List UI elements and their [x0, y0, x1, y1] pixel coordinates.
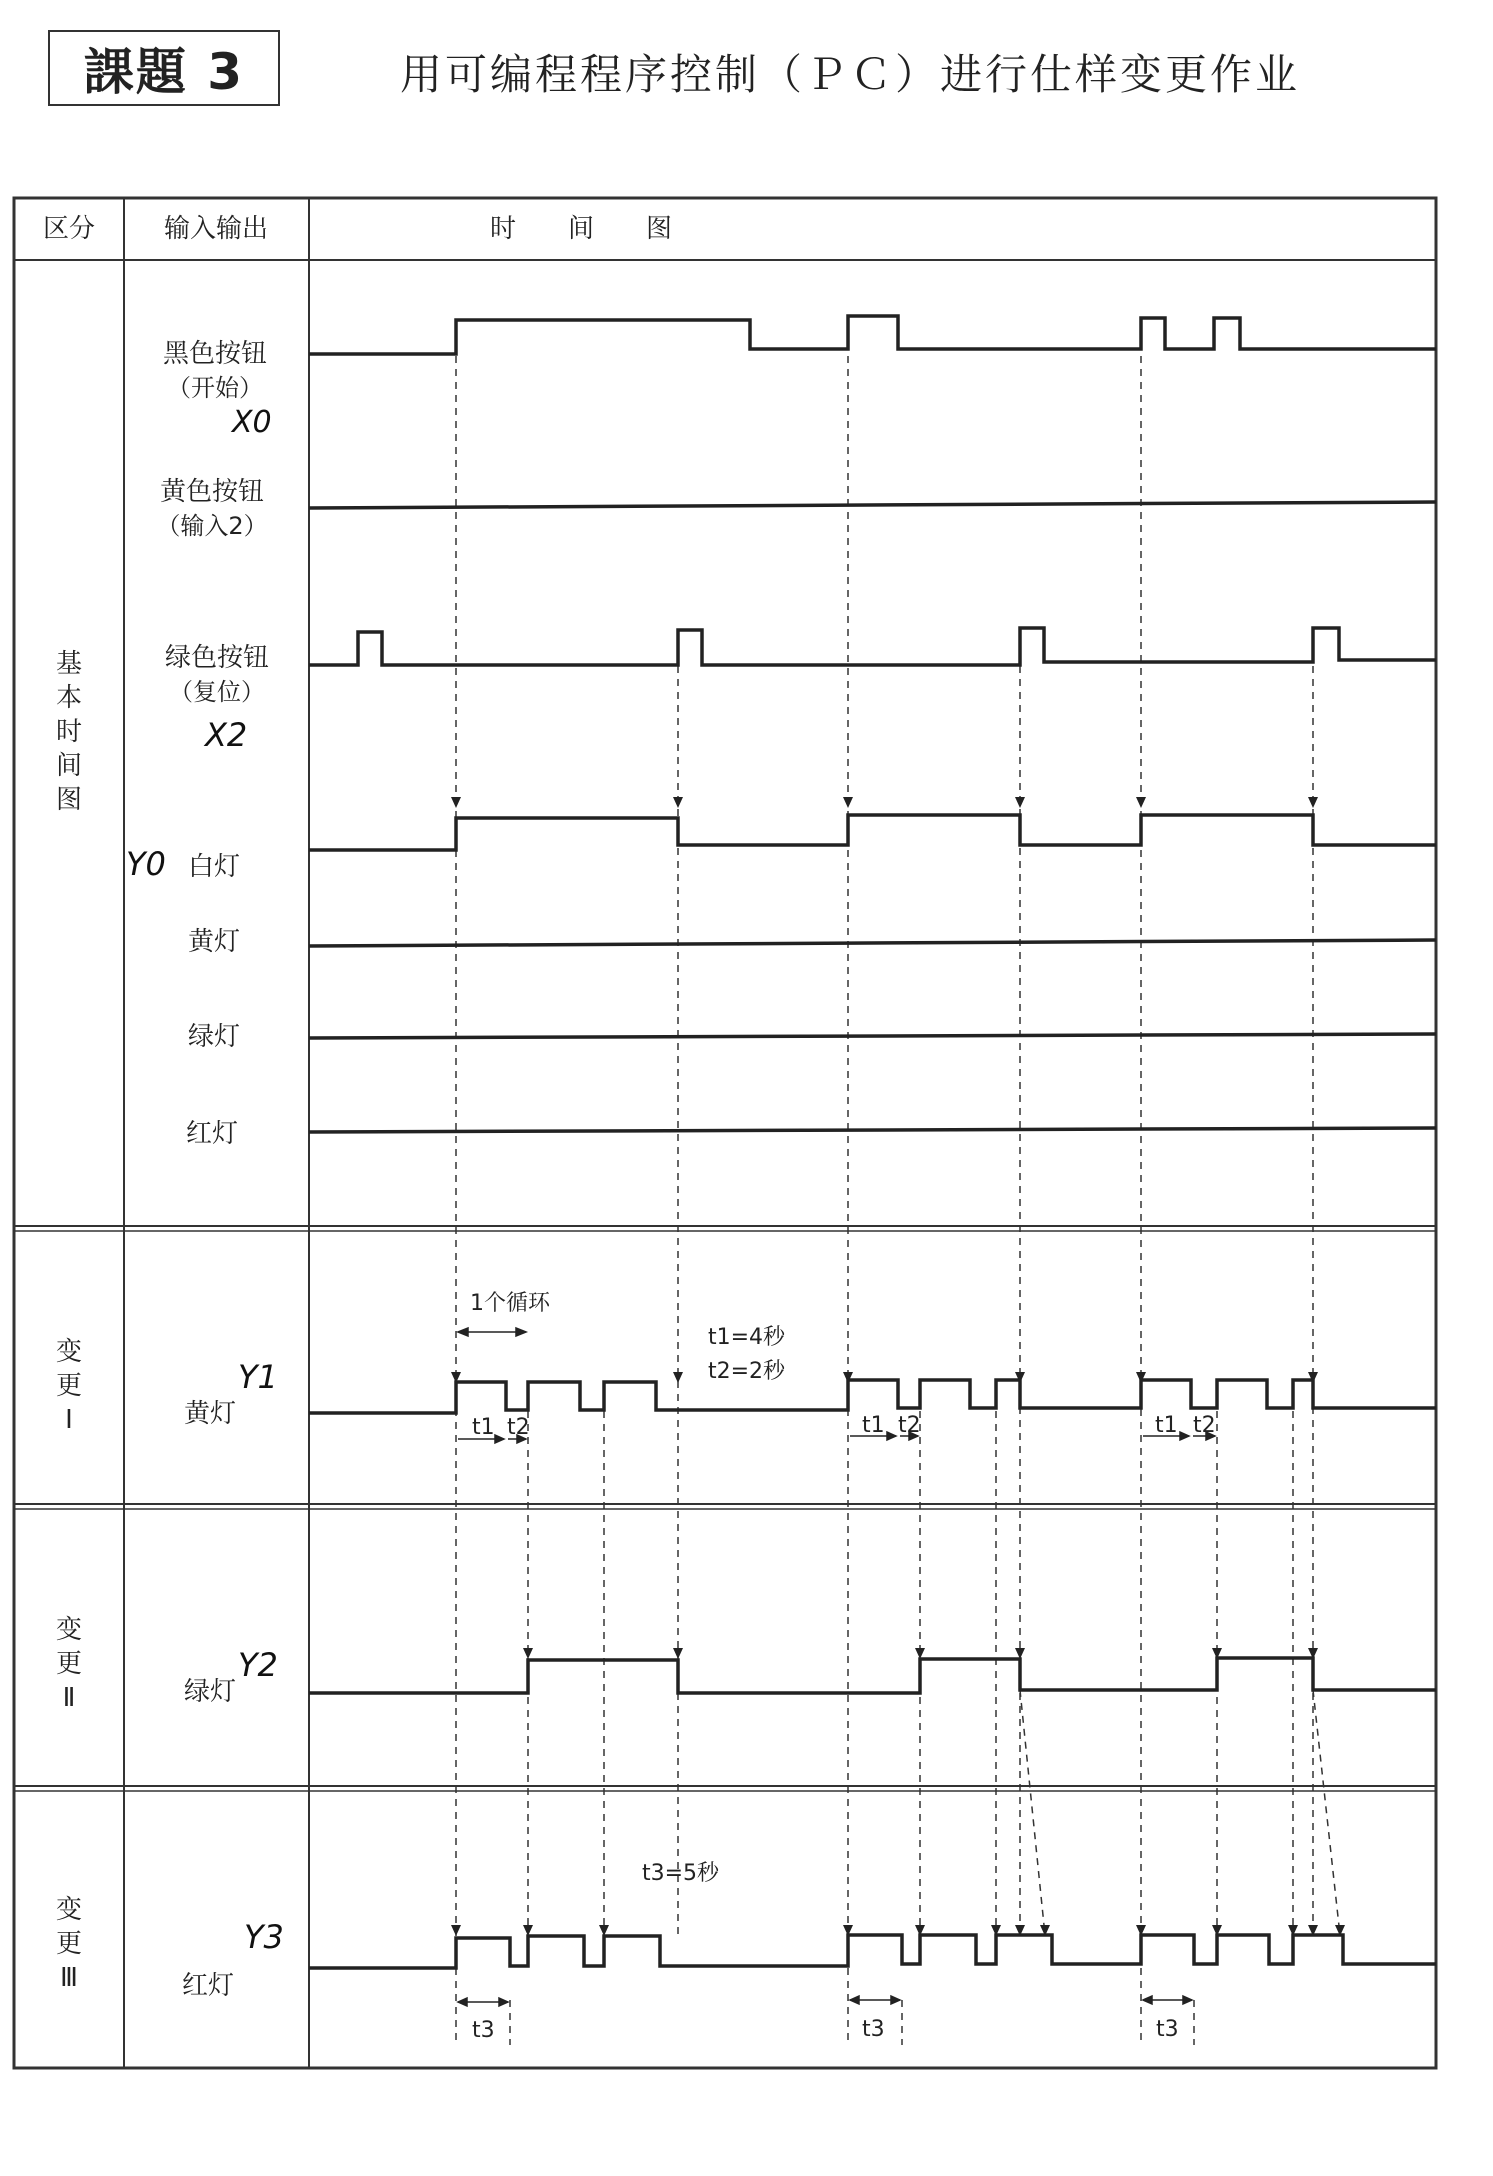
- label-c2-green-lamp: 绿灯: [183, 1677, 237, 1707]
- svg-text:Ⅲ: Ⅲ: [60, 1963, 78, 1993]
- label-t3-definition: t3=5秒: [642, 1861, 720, 1886]
- svg-text:Ⅱ: Ⅱ: [62, 1683, 76, 1713]
- label-yellow-lamp: 黄灯: [187, 927, 241, 957]
- tag-y0: Y0: [126, 845, 166, 883]
- label-t2-definition: t2=2秒: [708, 1359, 786, 1384]
- svg-text:间: 间: [55, 751, 83, 781]
- task-number-label: 課題 3: [83, 43, 245, 101]
- svg-text:更: 更: [55, 1929, 83, 1959]
- header-category: 区分: [42, 214, 96, 244]
- header-io: 输入输出: [163, 214, 269, 244]
- page-title: 用可编程程序控制（ＰＣ）进行仕样变更作业: [400, 50, 1301, 99]
- io-labels: [126, 339, 284, 2001]
- label-t2-c: t2: [1193, 1413, 1216, 1438]
- label-black-button: 黑色按钮: [162, 339, 268, 369]
- label-yellow-button: 黄色按钮: [159, 477, 265, 507]
- section-basic-label: [56, 649, 82, 815]
- svg-text:基: 基: [55, 649, 83, 679]
- label-t3-a: t3: [472, 2018, 495, 2043]
- svg-text:图: 图: [55, 785, 83, 815]
- dashed-guides: [456, 330, 1340, 2045]
- wave-red-lamp: [309, 1128, 1436, 1132]
- svg-text:变: 变: [55, 1895, 83, 1925]
- svg-text:变: 变: [55, 1615, 83, 1645]
- wave-black-button: [309, 316, 1436, 354]
- label-t1-a: t1: [472, 1415, 495, 1440]
- wave-yellow-button: [309, 502, 1436, 508]
- label-green-lamp: 绿灯: [187, 1022, 241, 1052]
- svg-text:时: 时: [55, 717, 83, 747]
- wave-c3-red-lamp: [309, 1935, 1436, 1968]
- label-t3-b: t3: [862, 2017, 885, 2042]
- wave-green-button: [309, 628, 1436, 665]
- section-change3-label: [56, 1895, 82, 1993]
- wave-white-lamp: [309, 815, 1436, 850]
- section-change1-label: [56, 1337, 82, 1435]
- label-green-button-sub: （复位）: [169, 678, 265, 706]
- label-yellow-button-sub: （输入2）: [156, 512, 268, 540]
- svg-text:变: 变: [55, 1337, 83, 1367]
- wave-c2-green-lamp: [309, 1658, 1436, 1693]
- label-c3-red-lamp: 红灯: [181, 1971, 235, 2001]
- svg-text:本: 本: [55, 683, 83, 713]
- section-change2-label: [56, 1615, 82, 1713]
- label-green-button: 绿色按钮: [164, 643, 270, 673]
- label-t3-c: t3: [1156, 2017, 1179, 2042]
- label-t1-b: t1: [862, 1413, 885, 1438]
- tag-y2: Y2: [238, 1646, 278, 1684]
- svg-text:更: 更: [55, 1649, 83, 1679]
- tag-x2: X2: [205, 716, 248, 754]
- tag-x0: X0: [232, 405, 272, 440]
- tag-y1: Y1: [238, 1358, 278, 1396]
- svg-text:更: 更: [55, 1371, 83, 1401]
- svg-text:Ⅰ: Ⅰ: [65, 1405, 73, 1435]
- wave-yellow-lamp: [309, 940, 1436, 946]
- label-white-lamp: 白灯: [187, 852, 241, 882]
- label-t2-a: t2: [507, 1415, 530, 1440]
- annotation-labels: [470, 1291, 1216, 2043]
- label-c1-yellow-lamp: 黄灯: [183, 1399, 237, 1429]
- label-red-lamp: 红灯: [185, 1119, 239, 1149]
- arrowheads: [451, 797, 1345, 1936]
- wave-green-lamp: [309, 1034, 1436, 1038]
- timing-annotations: [458, 1328, 1215, 2006]
- wave-c1-yellow-lamp: [309, 1380, 1436, 1413]
- tag-y3: Y3: [244, 1918, 284, 1956]
- label-t1-c: t1: [1155, 1413, 1178, 1438]
- header-timing: 时 间 图: [490, 214, 673, 244]
- label-one-cycle: 1个循环: [470, 1291, 550, 1316]
- label-t1-definition: t1=4秒: [708, 1325, 786, 1350]
- label-black-button-sub: （开始）: [167, 374, 263, 402]
- label-t2-b: t2: [898, 1413, 921, 1438]
